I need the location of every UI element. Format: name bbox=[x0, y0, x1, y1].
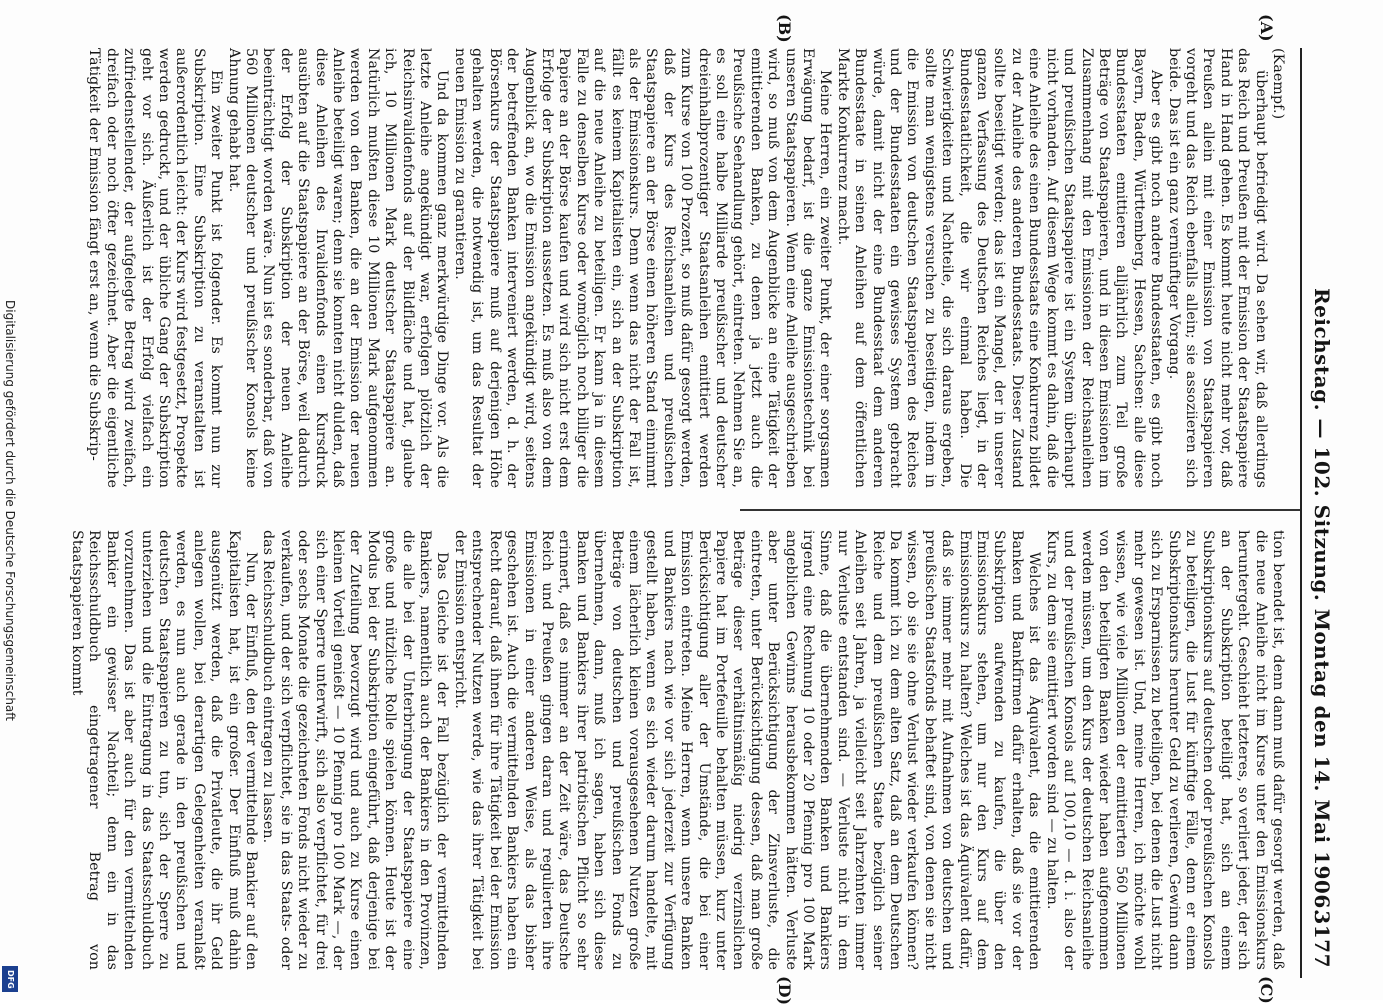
paragraph: Nun, der Einfluß, den der vermittelnde Bankier auf den Kapitalisten hat, ist ein großer. Der Einfluß muß dahin ausgenützt werden, daß die Privatleute, die ihr Geld anlegen wollen, bei derartigen Gelegenheiten veranlaßt werden, es nun auch gerade in den preußischen und deutschen Staatspapieren zu tun, sich der Sperre zu unterziehen und die Eintragung in das Staatsschuldbuch vorzunehmen. Das ist aber auch für den vermittelnden Bankier ein gewisser Nachteil; denn ein in das Reichsschuldbuch eingetragener Betrag von Staatspapieren kommt bbox=[68, 530, 260, 970]
left-column bbox=[85, 48, 1286, 488]
credit-text: Digitalisierung gefördert durch die Deutsche Forschungsgemeinschaft bbox=[3, 300, 17, 722]
column-rule bbox=[740, 509, 1300, 511]
page-header bbox=[1300, 48, 1342, 978]
dfg-logo: DFG bbox=[2, 966, 18, 992]
digitization-credit bbox=[2, 300, 18, 996]
page-number: 3177 bbox=[1310, 910, 1334, 968]
paragraph: überhaupt befriedigt wird. Da sehen wir, daß allerdings das Reich und Preußen mit der Emission der Staatspapiere Hand in Hand gehen. Es kommt heute nicht mehr vor, daß Preußen allein mit einer Emission von Staatspapieren vorgeht und das Reich ebenfalls allein; sie assoziieren sich beide. Das ist ein ganz vernünftiger Vorgang. bbox=[1165, 48, 1269, 488]
margin-marker-a: (A) bbox=[1257, 14, 1276, 42]
margin-marker-d: (D) bbox=[775, 976, 794, 1005]
margin-marker-b: (B) bbox=[775, 14, 794, 43]
paragraph: Meine Herren, ein zweiter Punkt, der einer sorgsamen Erwägung bedarf, ist die ganze Emissionstechnik bei unseren Staatspapieren. Wenn eine Anleihe ausgeschrieben wird, so muß von dem Augenblicke an eine Tätigkeit der emittierenden Banken, zu denen ja jetzt auch die Preußische Seehandlung gehört, eintreten. Nehmen Sie an, es soll eine halbe Milliarde preußischer und deutscher dreieinhalbprozentiger Staatsanleihen emittiert werden zum Kurse von 100 Prozent, so muß dafür gesorgt werden, daß der Kurs des Reichsanleihen und preußischen Staatspapiere an der Börse einen höheren Stand einnimmt als der Emissionskurs. Denn wenn das nicht der Fall ist, fällt es keinem Kapitalisten ein, sich an der Subskription auf die neue Anleihe zu beteiligen. Er kann ja in diesem Falle zu denselben Kurse oder womöglich noch billiger die Papiere an der Börse kaufen und wird sich nicht erst dem Erfolge der Subskription aussetzen. Es muß also von dem Augenblick an, wo die Emission angekündigt wird, seitens der betreffenden Banken interveniert werden, d. h. der Börsenkurs der Staatspapiere muß auf derjenigen Höhe gehalten werden, die notwendig ist, um das Resultat der neuen Emission zu garantieren. bbox=[451, 48, 834, 488]
page-title: Reichstag. — 102. Sitzung. Montag den 14. Mai 1906. bbox=[1310, 288, 1334, 917]
margin-marker-c: (C) bbox=[1257, 976, 1276, 1004]
paragraph: Welches ist das Äquivalent, das die emittierenden Banken und Bankfirmen dafür erhalten, daß sie vor der Subskription aufwenden zu kaufen, die über den Emissionskurs stehen, um nur den Kurs auf dem Emissionskurs zu halten? Welches ist das Äquivalent dafür, daß sie immer mehr mit Aufnahmen von deutschen und preußischen Staatsfonds behaftet sind, von denen sie nicht wissen, ob sie sie ohne Verlust wieder verkaufen können? Da kommt ich zu dem alten Satz, daß an dem Deutschen Reiche und dem preußischen Staate bezüglich seiner Anleihen seit Jahren, ja vielleicht seit Jahrzehnten immer nur Verluste entstanden sind. — Verluste nicht in dem Sinne, daß die übernehmenden Banken und Bankiers irgend eine Rechnung 10 oder 20 Pfennig pro 100 Mark angeblichen Gewinns herausbekommen hätten. Verluste aber unter Berücksichtigung der Zinsverluste, die eintreten, unter Berücksichtigung dessen, daß man große Beträge dieser verhältnismäßig niedrig verzinslichen Papiere hat im Portefeuille behalten müssen, kurz unter Berücksichtigung aller der Umstände, die bei einer Emission eintreten. Meine Herren, wenn unsere Banken und Bankiers nach wie vor sich jederzeit zur Verfügung gestellt haben, wenn es sich wieder darum handelte, mit einem lächerlich kleinen vorausgesehenen Nutzen große Beträge von deutschen und preußischen Fonds zu übernehmen, dann, muß ich sagen, haben sich diese Banken und Bankiers ihrer patriotischen Pflicht so sehr erinnert, daß es nimmer an der Zeit wäre, das Deutsche Reich und Preußen gingen daran und regulierten ihre Emissionen in einer anderen Weise, als das bisher geschehen ist. Auch die vermittelnden Bankiers haben ein Recht darauf, daß ihnen für ihre Tätigkeit bei der Emission entsprechender Nutzen werde, wie das ihrer Tätigkeit bei der Emission entspricht. bbox=[451, 530, 1043, 970]
paragraph: Ein zweiter Punkt ist folgender. Es kommt nun zur Subskription. Eine Subskription zu veranstalten ist außerordentlich leicht: der Kurs wird festgesetzt, Prospekte werden gedruckt, und der übliche Gang der Subskription geht vor sich. Äußerlich ist der Erfolg vielfach ein zufriedenstellender, der aufgelegte Betrag wird zweifach, dreifach oder noch öfter gezeichnet. Aber die eigentliche Tätigkeit der Emission fängt erst an, wenn die Subskrip- bbox=[86, 48, 225, 488]
paragraph: Aber es gibt noch andere Bundesstaaten, es gibt noch Bayern, Baden, Württemberg, Hessen, Sachsen: alle diese Bundesstaaten emittieren alljährlich zum Teil große Beträge von Staatspapieren, und in diesen Emissionen im Zusammenhang mit den Emissionen der Reichsanleihen und preußischen Staatspapiere ist ein System überhaupt nicht vorhanden. Auf diesem Wege kommt es dahin, daß die eine Anleihe des einen Bundesstaats eine Konkurrenz bildet zu der Anleihe des anderen Bundesstaats. Dieser Zustand sollte beseitigt werden; das ist ein Mangel, der in unserer ganzen Verfassung des Deutschen Reiches liegt, in der Bundesstaatlichkeit, die wir einmal haben. Die Schwierigkeiten und Nachteile, die sich daraus ergeben, sollte man wenigstens versuchen zu beseitigen, indem in die Emission von deutschen Staatspapieren des Reiches und der Bundesstaaten ein gewisses System gebracht würde, damit nicht der eine Bundesstaat dem anderen Bundesstaate in seinen Anleihen auf dem öffentlichen Markte Konkurrenz macht. bbox=[834, 48, 1165, 488]
paragraph: Und da kommen ganz merkwürdige Dinge vor. Als die letzte Anleihe angekündigt war, erfolgen plötzlich der Reichsinvalidenfonds auf der Bildfläche und hat, glaube ich, 10 Millionen Mark deutscher Staatspapiere an. Natürlich mußten diese 10 Millionen Mark aufgenommen werden von den Banken, die an der Emission der neuen Anleihe beteiligt waren; denn sie konnten nicht dulden, daß diese Anleihen des Invalidenfonds einen Kursdruck ausübten auf die Staatspapiere an der Börse, weil dadurch der Erfolg der Subskription der neuen Anleihe beeinträchtigt worden wäre. Nun ist es sonderbar, daß von 560 Millionen deutscher und preußischer Konsols keine Ahnung gehabt hat. bbox=[225, 48, 451, 488]
right-column bbox=[68, 530, 1286, 970]
speaker-name: (Kaempf.) bbox=[1270, 48, 1286, 120]
paragraph: Das Gleiche ist der Fall bezüglich der vermittelnden Bankiers, namentlich auch der Bankiers in den Provinzen, die alle bei der Unterbringung der Staatspapiere eine große und nützliche Rolle spielen können. Heute ist der Modus bei der Subskription eingeführt, daß derjenige bei der Zuteilung bevorzugt wird und auch zu Kurse einen kleinen Vorteil genießt — 10 Pfennig pro 100 Mark —, der sich einer Sperre unterwirft, sich also verpflichtet, für drei oder sechs Monate die gezeichneten Fonds nicht wieder zu verkaufen, und der sich verpflichtet, sie in das Staats- oder das Reichsschuldbuch eintragen zu lassen. bbox=[260, 530, 451, 970]
paragraph: tion beendet ist, denn dann muß dafür gesorgt werden, daß die neue Anleihe nicht im Kurse unter den Emissionskurs heruntergeht. Geschieht letzteres, so verliert jeder, der sich an der Subskription beteiligt hat, sich an einem Subskriptionskurs auf deutschen oder preußischen Konsols zu beteiligen, die Lust für künftige Fälle, denn er einem Subskriptionskurs herunter Geld zu verlieren, Gewinn dann sich zu Ersparnissen zu beteiligen, bei denen die Lust nicht mehr gewesen ist. Und, meine Herren, ich möchte wohl wissen, wie viele Millionen der emittierten 560 Millionen von den beteiligten Banken wieder haben aufgenommen werden müssen, um den Kurs der deutschen Reichsanleihe und der preußischen Konsols auf 100,10 — d. i. also der Kurs, zu dem sie emittiert worden sind — zu halten. bbox=[1043, 530, 1286, 970]
rotated-page bbox=[68, 14, 1342, 1005]
